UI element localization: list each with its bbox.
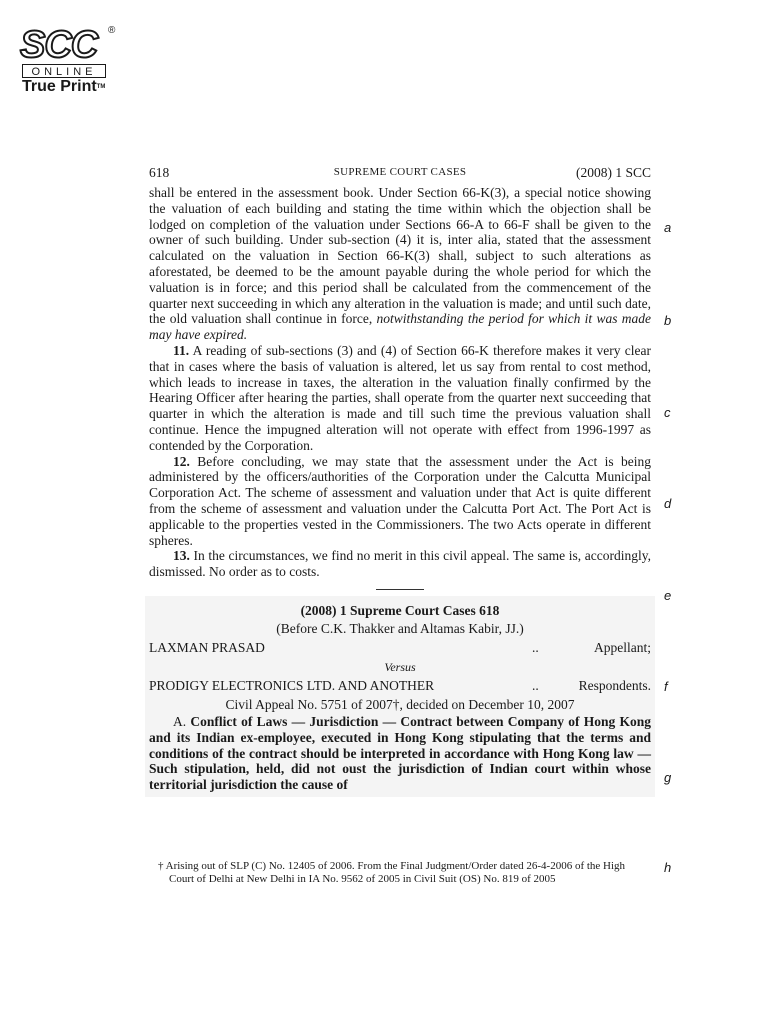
reporter-title: SUPREME COURT CASES (333, 166, 467, 178)
headnote-text: Conflict of Laws — Jurisdiction — Contract between Company of Hong Kong and its Indian ex-employee, executed in Hong Kong stipulating that the terms and conditions of the contract should be interpreted in accordance with Hong Kong law — Such stipulation, held, did not oust the jurisdiction of Indian court within whose territorial jurisdiction the cause of (149, 713, 652, 793)
appellant-line (149, 638, 651, 658)
respondent-name: PRODIGY ELECTRONICS LTD. AND ANOTHER (149, 677, 435, 693)
document-page (149, 165, 651, 797)
para13-number: 13. (173, 548, 190, 564)
appellant-name: LAXMAN PRASAD (149, 639, 265, 655)
margin-letter-b: b (664, 313, 672, 328)
civil-appeal-line: Civil Appeal No. 5751 of 2007†, decided on December 10, 2007 (225, 696, 575, 712)
header-citation: (2008) 1 SCC (575, 165, 651, 180)
logo-trademark: TM (96, 84, 106, 90)
page-number: 618 (149, 165, 170, 180)
margin-letter-d: d (664, 496, 672, 511)
margin-letter-h: h (664, 860, 672, 875)
para1-italic: notwithstanding the period for which it was made may have expired. (149, 311, 651, 343)
logo-true-print (22, 78, 105, 96)
paragraph-11 (149, 343, 651, 454)
para11-number: 11. (173, 342, 190, 358)
para1-text: shall be entered in the assessment book. Under Section 66-K(3), a special notice showing the valuation of each building and stating the time within which the objection shall be lodged on completion of the valuation under Sections 66-A to 66-F shall be given to the owner of such building. Under sub-section (4) it is, inter alia, stated that the assessment calculated on the valuation in Section 66-K(3) shall, subject to such alterations as aforestated, be deemed to be the amount payable during the whole period for which the valuation is in force; and this period shall be calculated from the commencement of the quarter next succeeding in which any alteration in the valuation is made; and until such date, the old valuation shall continue in force, (149, 185, 651, 327)
paragraph-continued (149, 185, 651, 343)
logo-online-text: ONLINE (22, 64, 106, 78)
case-header-block (145, 596, 655, 797)
paragraph-12 (149, 454, 651, 549)
logo-registered-mark: ® (108, 25, 116, 36)
appellant-dots: .. (532, 639, 539, 655)
para12-text: Before concluding, we may state that the assessment under the Act is being administered by the officers/authorities of the Corporation under the Calcutta Municipal Corporation Act. The scheme of assessment and valuation under that Act is quite different from the scheme of assessment and valuation under the Calcutta Port Act. The Port Act is applicable to the properties vested in the Commissioners. The two Acts operate in different spheres. (149, 453, 652, 548)
scc-online-logo (20, 26, 120, 96)
appellant-role: Appellant; (594, 639, 651, 655)
margin-letter-g: g (664, 770, 672, 785)
paragraph-13 (149, 548, 651, 580)
case-citation: (2008) 1 Supreme Court Cases 618 (300, 602, 500, 618)
margin-letter-c: c (664, 405, 671, 420)
logo-scc-text: SCC (20, 24, 98, 66)
headnote-a (149, 714, 651, 793)
running-header (149, 165, 651, 185)
footnote: † Arising out of SLP (C) No. 12405 of 2006. From the Final Judgment/Order dated 26-4-2006 of the High Court of Delhi at New Delhi in IA No. 9562 of 2005 in Civil Suit (OS) No. 819 of 2005 (158, 860, 626, 885)
respondent-dots: .. (532, 677, 539, 693)
margin-letter-a: a (664, 220, 672, 235)
headnote-label: A. (173, 713, 187, 729)
respondent-line (149, 676, 651, 696)
versus-label: Versus (384, 659, 416, 674)
respondent-role: Respondents. (578, 677, 651, 693)
bench-line: (Before C.K. Thakker and Altamas Kabir, JJ.) (276, 620, 524, 636)
logo-true-print-text: True Print (22, 78, 97, 95)
margin-letter-f: f (664, 679, 668, 694)
section-divider (376, 589, 424, 590)
para13-text: In the circumstances, we find no merit in this civil appeal. The same is, accordingly, dismissed. No order as to costs. (149, 548, 651, 580)
para12-number: 12. (173, 453, 190, 469)
margin-letter-e: e (664, 588, 672, 603)
para11-text: A reading of sub-sections (3) and (4) of Section 66-K therefore makes it very clear that in cases where the basis of valuation is altered, let us say from rental to cost method, which leads to increase in taxes, the alteration in the valuation finally confirmed by the Hearing Officer after hearing the parties, shall operate from the quarter next succeeding that quarter in which the alteration is made and till such time the previous valuation shall continue. Hence the impugned alteration will not operate with effect from 1996-1997 as contended by the Corporation. (149, 342, 651, 453)
